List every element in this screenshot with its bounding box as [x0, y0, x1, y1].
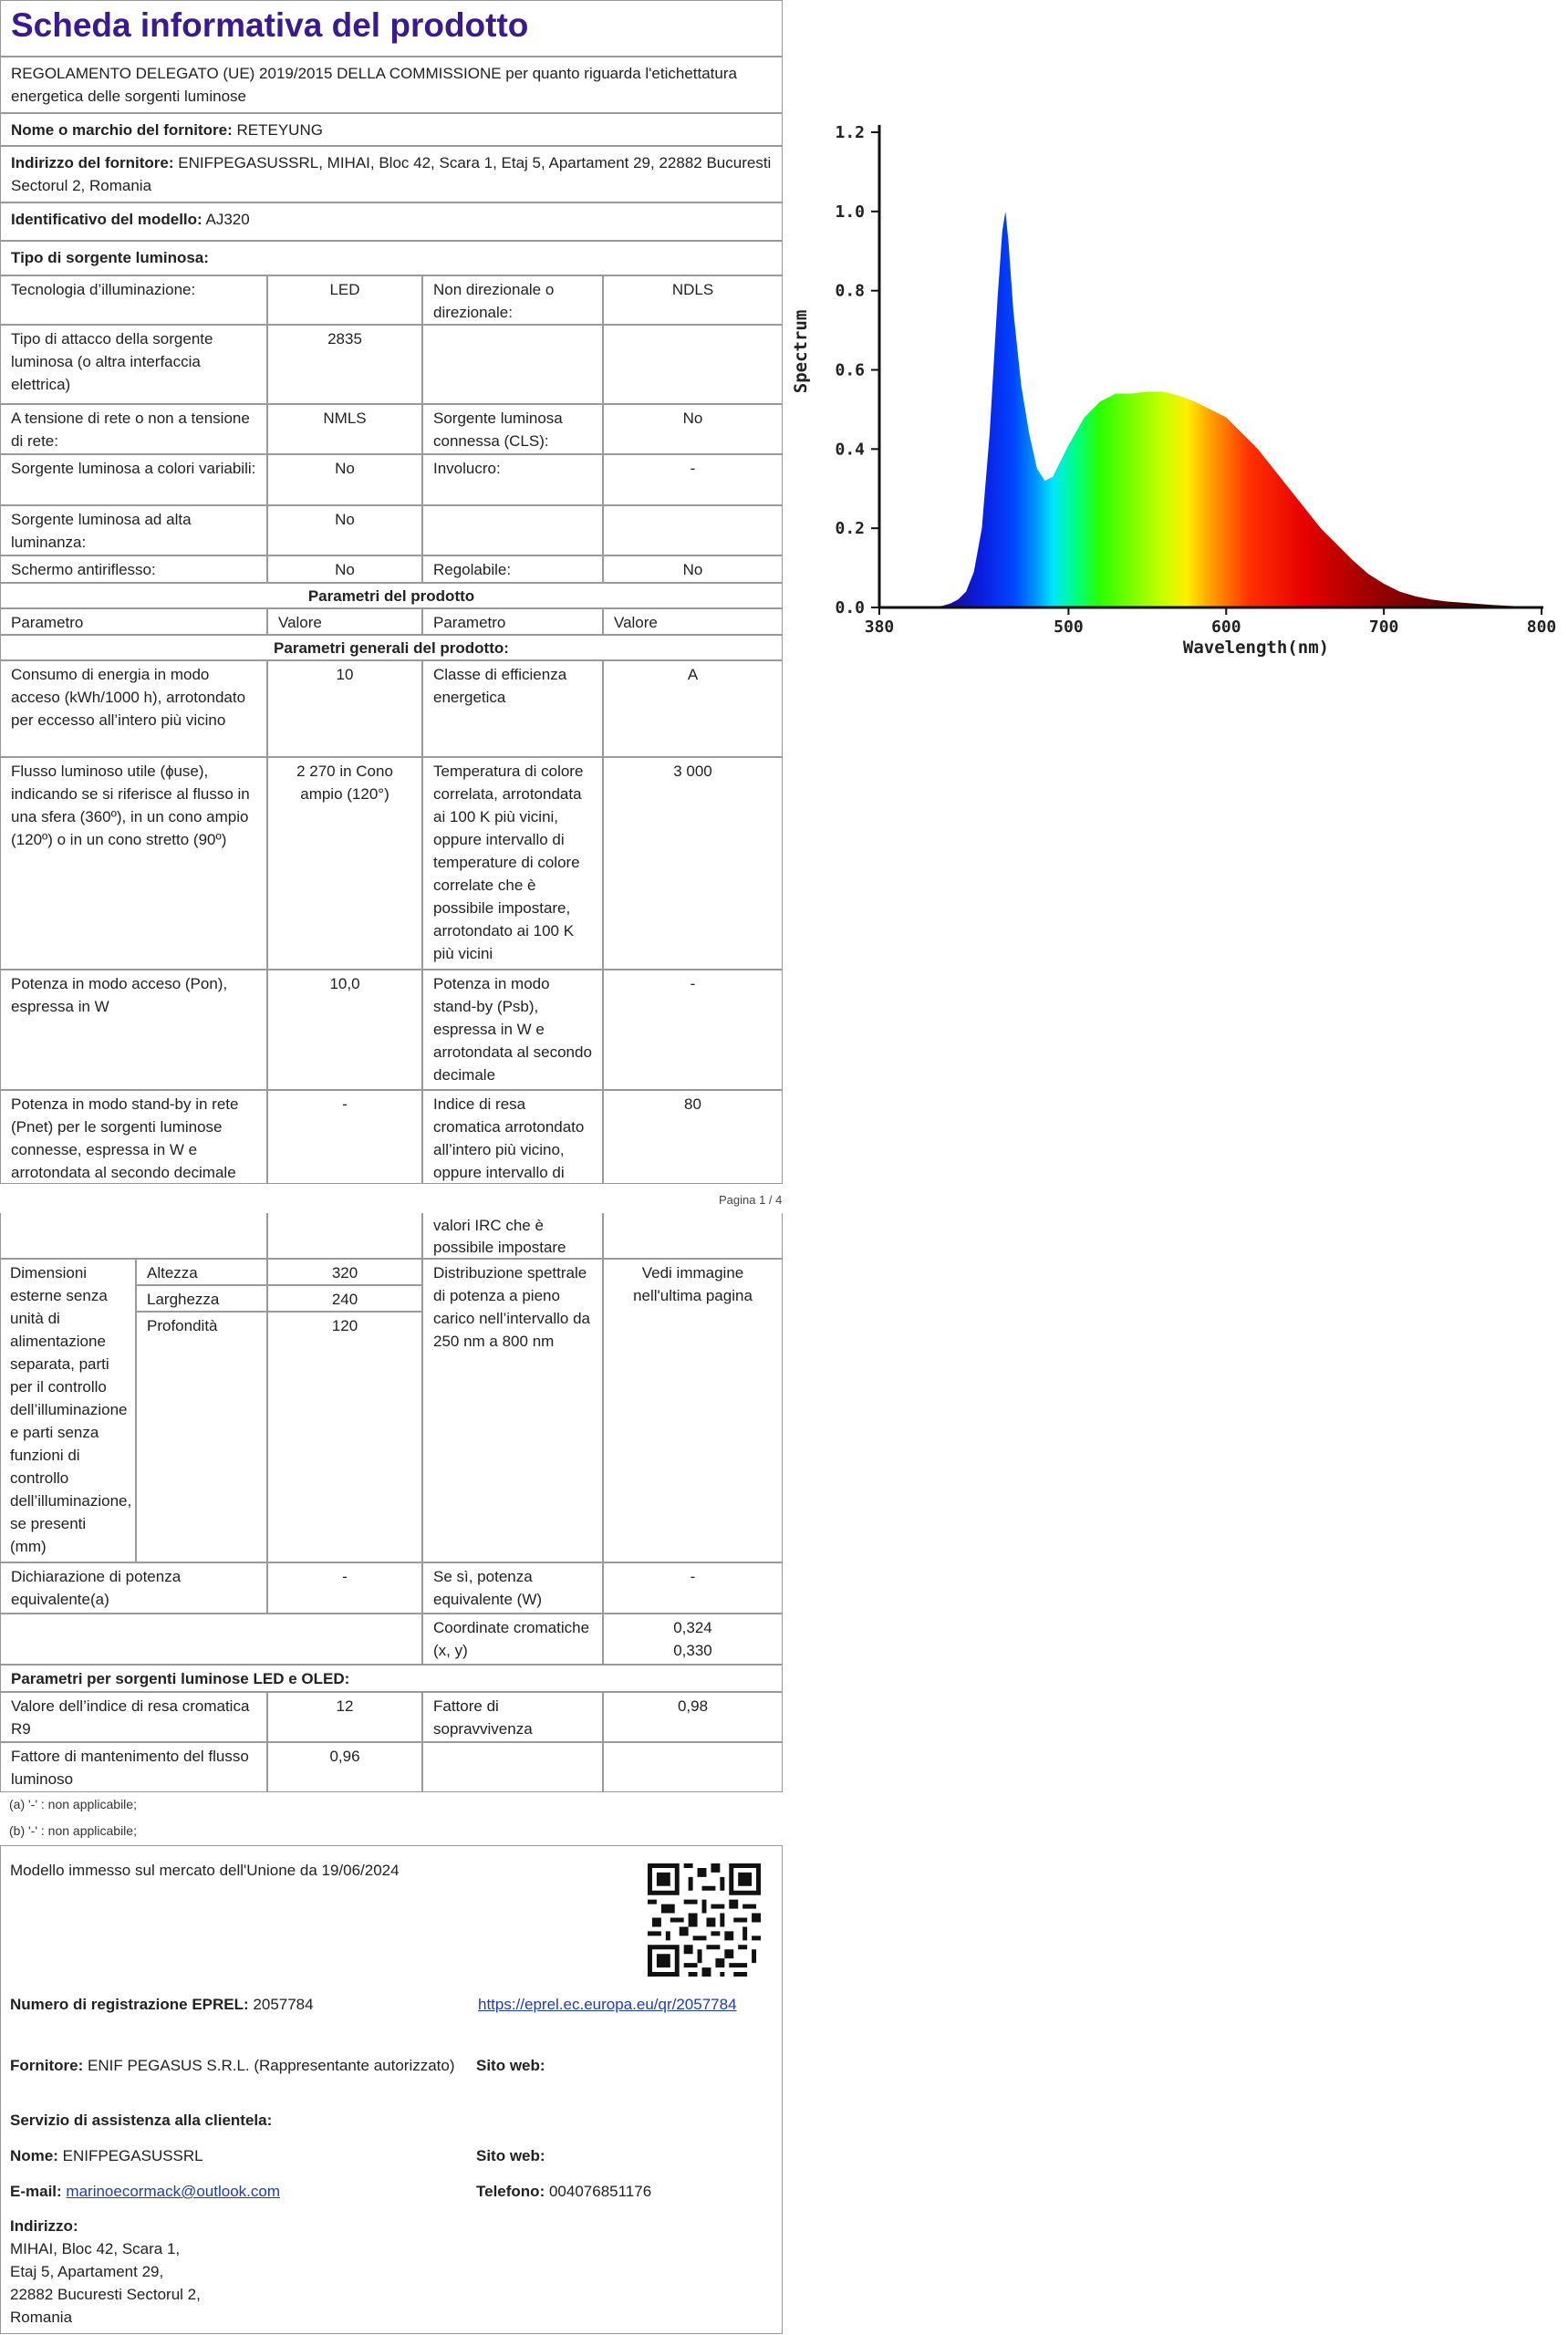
service-name-row	[0, 2143, 456, 2169]
continuation-blank	[0, 1213, 267, 1259]
ls-value: No	[267, 505, 422, 555]
eprel-label: Numero di registrazione EPREL:	[10, 1996, 249, 2013]
cri-continuation: valori IRC che è possibile impostare	[422, 1213, 603, 1259]
equiv-power-label: Dichiarazione di potenza equivalente(a)	[0, 1562, 267, 1614]
service-phone-label: Telefono:	[476, 2183, 545, 2200]
model-label: Identificativo del modello:	[11, 211, 202, 228]
x-tick-label: 380	[864, 617, 895, 637]
footnote-a: (a) '-' : non applicabile;	[9, 1797, 137, 1811]
market-supplier-value: ENIF PEGASUS S.R.L. (Rappresentante autorizzato)	[88, 2057, 455, 2074]
coord-x: 0,324	[673, 1619, 712, 1636]
params-section: Parametri del prodotto	[0, 583, 783, 608]
footnote-b: (b) '-' : non applicabile;	[9, 1823, 137, 1838]
ls-value: No	[267, 555, 422, 583]
param-value: 10,0	[267, 970, 422, 1090]
service-email-link[interactable]: marinoecormack@outlook.com	[66, 2183, 280, 2200]
y-axis-label: Spectrum	[791, 309, 811, 394]
address-line: Romania	[10, 2309, 73, 2326]
ls-label: A tensione di rete o non a tensione di rete:	[0, 404, 267, 454]
eprel-value: 2057784	[253, 1996, 314, 2013]
service-name-value: ENIFPEGASUSSRL	[62, 2147, 203, 2164]
equiv-w-label: Se sì, potenza equivalente (W)	[422, 1562, 603, 1614]
r9-value: 12	[267, 1692, 422, 1742]
qr-code[interactable]	[648, 1863, 761, 1977]
maintenance-value: 0,96	[267, 1742, 422, 1792]
service-address-label: Indirizzo:	[10, 2217, 78, 2235]
coords-blank	[0, 1614, 422, 1665]
customer-service-label: Servizio di assistenza alla clientela:	[10, 2112, 273, 2129]
service-email-label: E-mail:	[10, 2183, 62, 2200]
supplier-address-value: ENIFPEGASUSSRL, MIHAI, Bloc 42, Scara 1, Etaj 5, Apartament 29, 22882 Bucuresti Sectorul 2, Romania	[11, 154, 772, 194]
ls-value: -	[603, 454, 783, 505]
coords-value	[603, 1614, 783, 1665]
ls-value: No	[603, 555, 783, 583]
y-tick-label: 0.8	[835, 281, 865, 301]
param-value: -	[267, 1090, 422, 1184]
supplier-name-row	[0, 113, 783, 146]
dim-width-label: Larghezza	[136, 1285, 267, 1312]
ls-value: No	[603, 404, 783, 454]
ls-label	[422, 325, 603, 404]
market-supplier-row	[0, 2052, 465, 2079]
spd-label: Distribuzione spettrale di potenza a pieno carico nell’intervallo da 250 nm a 800 nm	[422, 1259, 603, 1562]
ls-label: Tipo di attacco della sorgente luminosa (o altra interfaccia elettrica)	[0, 325, 267, 404]
service-address-lines	[0, 2236, 365, 2330]
page-number: Pagina 1 / 4	[719, 1193, 783, 1207]
param-label: Potenza in modo stand-by in rete (Pnet) per le sorgenti luminose connesse, espressa in W e arrotondata al secondo decimale	[0, 1090, 267, 1184]
col-param-header: Parametro	[0, 608, 267, 635]
market-supplier-label: Fornitore:	[10, 2057, 84, 2074]
ls-label: Sorgente luminosa ad alta luminanza:	[0, 505, 267, 555]
model-row	[0, 202, 783, 241]
ls-value: No	[267, 454, 422, 505]
ls-label: Sorgente luminosa a colori variabili:	[0, 454, 267, 505]
continuation-blank	[267, 1213, 422, 1259]
r9-label: Valore dell’indice di resa cromatica R9	[0, 1692, 267, 1742]
led-section: Parametri per sorgenti luminose LED e OLED:	[0, 1665, 783, 1692]
param-label: Flusso luminoso utile (ɸuse), indicando se si riferisce al flusso in una sfera (360º), in un cono ampio (120º) o in un cono stretto (90º)	[0, 757, 267, 970]
param-value: 3 000	[603, 757, 783, 970]
spectrum-area	[879, 212, 1542, 607]
x-tick-label: 500	[1054, 617, 1084, 637]
y-tick-label: 0.0	[835, 598, 865, 617]
param-value: 10	[267, 660, 422, 757]
param-label: Consumo di energia in modo acceso (kWh/1000 h), arrotondato per eccesso all’intero più vicino	[0, 660, 267, 757]
param-label: Potenza in modo acceso (Pon), espressa in W	[0, 970, 267, 1090]
ls-value	[603, 505, 783, 555]
ls-label: Non direzionale o direzionale:	[422, 275, 603, 325]
general-params-section: Parametri generali del prodotto:	[0, 635, 783, 660]
address-line: MIHAI, Bloc 42, Scara 1,	[10, 2240, 181, 2257]
page-title: Scheda informativa del prodotto	[0, 0, 783, 57]
param-label: Temperatura di colore correlata, arrotondata ai 100 K più vicini, oppure intervallo di temperature di colore correlate che è possibile impostare, arrotondato ai 100 K più vicini	[422, 757, 603, 970]
coord-y: 0,330	[673, 1642, 712, 1659]
address-line: Etaj 5, Apartament 29,	[10, 2263, 164, 2280]
param-value: A	[603, 660, 783, 757]
param-label: Classe di efficienza energetica	[422, 660, 603, 757]
param-value: 2 270 in Cono ampio (120°)	[267, 757, 422, 970]
supplier-name-label: Nome o marchio del fornitore:	[11, 121, 233, 139]
ls-label: Involucro:	[422, 454, 603, 505]
y-tick-label: 0.2	[835, 519, 865, 539]
regulation-text: REGOLAMENTO DELEGATO (UE) 2019/2015 DELLA COMMISSIONE per quanto riguarda l'etichettatura energetica delle sorgenti luminose	[0, 57, 783, 113]
spectrum-chart-svg	[786, 109, 1568, 775]
equiv-w-value: -	[603, 1562, 783, 1614]
equiv-power-value: -	[267, 1562, 422, 1614]
supplier-address-row	[0, 146, 783, 202]
x-axis-label: Wavelength(nm)	[1182, 638, 1330, 658]
ls-label: Tecnologia d’illuminazione:	[0, 275, 267, 325]
spectrum-chart	[786, 109, 1568, 775]
x-tick-label: 600	[1211, 617, 1241, 637]
dim-width-value: 240	[267, 1285, 422, 1312]
y-tick-label: 0.6	[835, 360, 865, 380]
maintenance-blank	[422, 1742, 603, 1792]
service-email-row	[0, 2178, 456, 2205]
model-value: AJ320	[205, 211, 250, 228]
eprel-row	[0, 1991, 456, 2018]
supplier-name-value: RETEYUNG	[236, 121, 323, 139]
supplier-address-label: Indirizzo del fornitore:	[11, 154, 174, 171]
x-tick-label: 800	[1526, 617, 1557, 637]
col-value-header: Valore	[267, 608, 422, 635]
address-line: 22882 Bucuresti Sectorul 2,	[10, 2286, 201, 2303]
service-phone-row	[466, 2178, 776, 2205]
param-value: 80	[603, 1090, 783, 1184]
service-name-label: Nome:	[10, 2147, 58, 2164]
service-website-label: Sito web:	[476, 2147, 545, 2164]
dim-height-label: Altezza	[136, 1259, 267, 1285]
market-website-label: Sito web:	[476, 2057, 545, 2074]
coords-label: Coordinate cromatiche (x, y)	[422, 1614, 603, 1665]
ls-value: NMLS	[267, 404, 422, 454]
ls-label: Schermo antiriflesso:	[0, 555, 267, 583]
spd-value: Vedi immagine nell'ultima pagina	[603, 1259, 783, 1562]
ls-value: LED	[267, 275, 422, 325]
param-value: -	[603, 970, 783, 1090]
col-value-header: Valore	[603, 608, 783, 635]
ls-value: NDLS	[603, 275, 783, 325]
continuation-blank	[603, 1213, 783, 1259]
survival-value: 0,98	[603, 1692, 783, 1742]
y-tick-label: 1.2	[835, 123, 865, 142]
dim-depth-label: Profondità	[136, 1312, 267, 1562]
dimensions-label: Dimensioni esterne senza unità di alimentazione separata, parti per il controllo dell’illuminazione e parti senza funzioni di controllo dell’illuminazione, se presenti (mm)	[0, 1259, 136, 1562]
survival-label: Fattore di sopravvivenza	[422, 1692, 603, 1742]
y-tick-label: 0.4	[835, 440, 865, 460]
col-param-header: Parametro	[422, 608, 603, 635]
market-placed: Modello immesso sul mercato dell'Unione da 19/06/2024	[10, 1862, 400, 1879]
param-label: Potenza in modo stand-by (Psb), espressa in W e arrotondata al secondo decimale	[422, 970, 603, 1090]
service-phone-value: 004076851176	[548, 2183, 652, 2200]
ls-label: Regolabile:	[422, 555, 603, 583]
ls-label	[422, 505, 603, 555]
dim-height-value: 320	[267, 1259, 422, 1285]
light-source-section: Tipo di sorgente luminosa:	[0, 241, 783, 275]
x-tick-label: 700	[1368, 617, 1399, 637]
ls-value: 2835	[267, 325, 422, 404]
y-tick-label: 1.0	[835, 202, 865, 222]
ls-label: Sorgente luminosa connessa (CLS):	[422, 404, 603, 454]
eprel-link[interactable]: https://eprel.ec.europa.eu/qr/2057784	[478, 1996, 737, 2013]
dim-depth-value: 120	[267, 1312, 422, 1562]
ls-value	[603, 325, 783, 404]
maintenance-blank	[603, 1742, 783, 1792]
maintenance-label: Fattore di mantenimento del flusso luminoso	[0, 1742, 267, 1792]
param-label: Indice di resa cromatica arrotondato all’intero più vicino, oppure intervallo di	[422, 1090, 603, 1184]
